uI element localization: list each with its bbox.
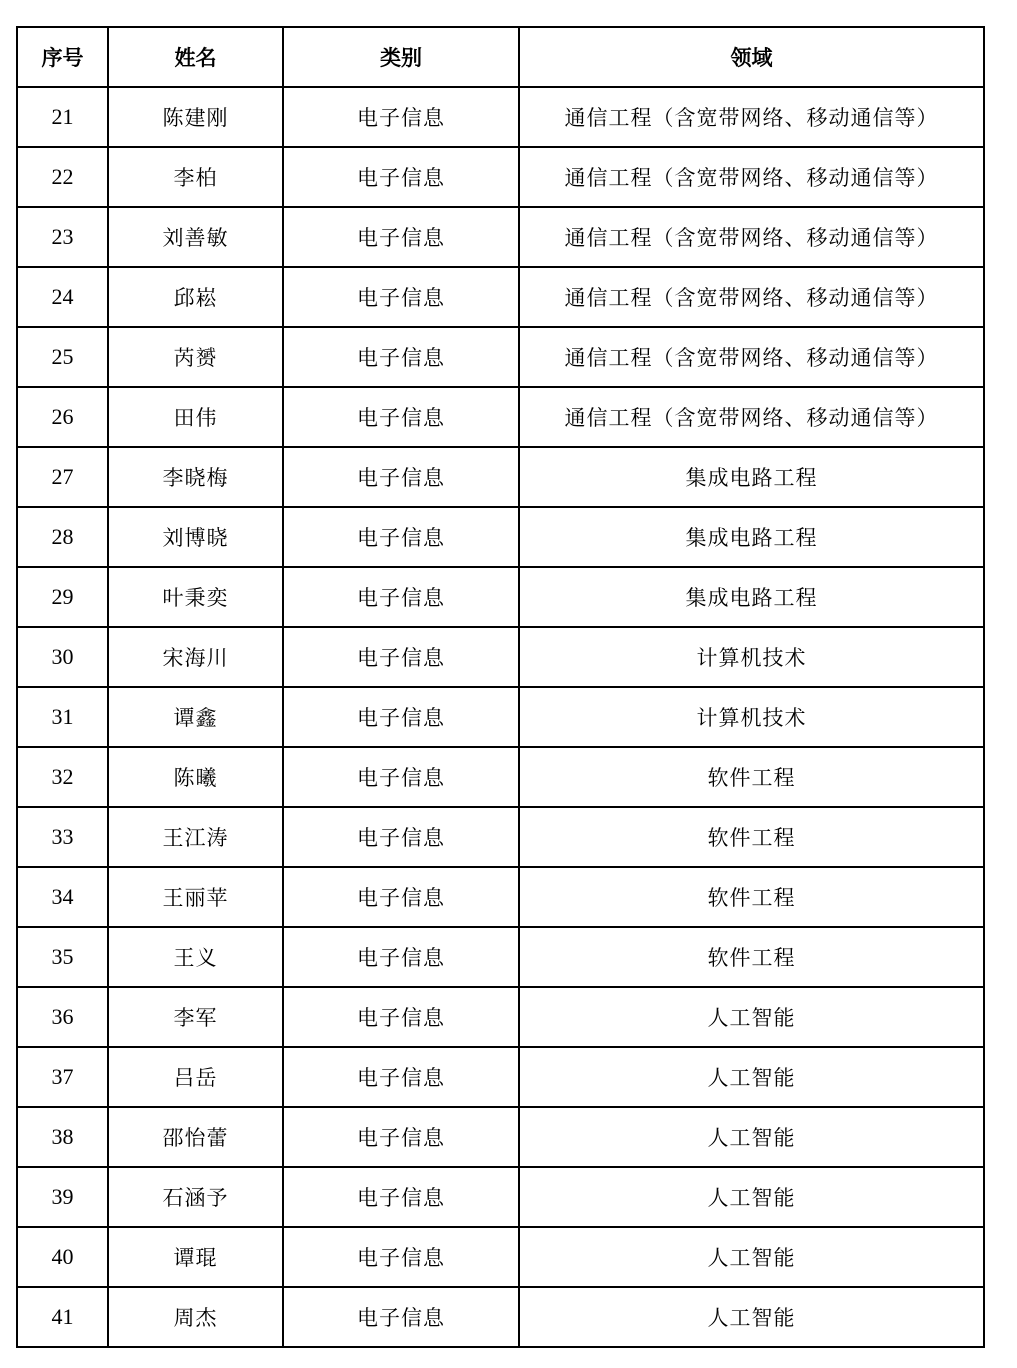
cell-category: 电子信息 [283,1167,519,1227]
table-row [17,927,984,987]
cell-name: 田伟 [108,387,283,447]
cell-field: 集成电路工程 [519,447,984,507]
table-row [17,1227,984,1287]
cell-field: 计算机技术 [519,627,984,687]
table-row [17,1107,984,1167]
cell-field: 集成电路工程 [519,567,984,627]
cell-category: 电子信息 [283,1047,519,1107]
header-field: 领域 [519,27,984,87]
cell-category: 电子信息 [283,207,519,267]
cell-index: 26 [17,387,108,447]
table-row [17,687,984,747]
cell-name: 周杰 [108,1287,283,1347]
header-index: 序号 [17,27,108,87]
table-row [17,1167,984,1227]
cell-category: 电子信息 [283,87,519,147]
table-row [17,387,984,447]
cell-name: 王江涛 [108,807,283,867]
cell-index: 36 [17,987,108,1047]
table-row [17,267,984,327]
cell-name: 叶秉奕 [108,567,283,627]
cell-name: 谭鑫 [108,687,283,747]
table-row [17,627,984,687]
cell-index: 30 [17,627,108,687]
cell-category: 电子信息 [283,627,519,687]
cell-index: 23 [17,207,108,267]
cell-field: 软件工程 [519,807,984,867]
cell-field: 通信工程（含宽带网络、移动通信等） [519,207,984,267]
cell-category: 电子信息 [283,927,519,987]
cell-index: 31 [17,687,108,747]
table-row [17,1047,984,1107]
cell-index: 39 [17,1167,108,1227]
table-row [17,507,984,567]
cell-index: 28 [17,507,108,567]
cell-name: 谭琨 [108,1227,283,1287]
table-row [17,747,984,807]
cell-index: 24 [17,267,108,327]
cell-field: 人工智能 [519,1047,984,1107]
expert-list-table [16,26,985,1348]
cell-category: 电子信息 [283,1287,519,1347]
cell-name: 芮赟 [108,327,283,387]
table-header-row [17,27,984,87]
cell-category: 电子信息 [283,807,519,867]
cell-index: 40 [17,1227,108,1287]
cell-field: 软件工程 [519,927,984,987]
cell-field: 通信工程（含宽带网络、移动通信等） [519,387,984,447]
cell-field: 集成电路工程 [519,507,984,567]
cell-name: 吕岳 [108,1047,283,1107]
cell-field: 通信工程（含宽带网络、移动通信等） [519,327,984,387]
cell-index: 32 [17,747,108,807]
cell-index: 33 [17,807,108,867]
table-row [17,987,984,1047]
cell-category: 电子信息 [283,567,519,627]
cell-index: 22 [17,147,108,207]
cell-index: 38 [17,1107,108,1167]
cell-category: 电子信息 [283,867,519,927]
cell-category: 电子信息 [283,987,519,1047]
cell-name: 王义 [108,927,283,987]
header-name: 姓名 [108,27,283,87]
table-row [17,807,984,867]
cell-index: 37 [17,1047,108,1107]
cell-field: 通信工程（含宽带网络、移动通信等） [519,267,984,327]
cell-index: 25 [17,327,108,387]
table-row [17,207,984,267]
table-row [17,447,984,507]
header-category: 类别 [283,27,519,87]
cell-index: 21 [17,87,108,147]
cell-category: 电子信息 [283,267,519,327]
cell-field: 计算机技术 [519,687,984,747]
cell-name: 刘善敏 [108,207,283,267]
cell-name: 邵怡蕾 [108,1107,283,1167]
cell-name: 陈建刚 [108,87,283,147]
cell-category: 电子信息 [283,687,519,747]
cell-field: 人工智能 [519,987,984,1047]
cell-field: 软件工程 [519,747,984,807]
cell-category: 电子信息 [283,387,519,447]
table-row [17,147,984,207]
cell-field: 通信工程（含宽带网络、移动通信等） [519,87,984,147]
cell-name: 李军 [108,987,283,1047]
cell-field: 人工智能 [519,1107,984,1167]
table-row [17,567,984,627]
table-row [17,1287,984,1347]
cell-field: 人工智能 [519,1287,984,1347]
cell-category: 电子信息 [283,747,519,807]
cell-index: 34 [17,867,108,927]
cell-category: 电子信息 [283,1107,519,1167]
cell-name: 石涵予 [108,1167,283,1227]
cell-category: 电子信息 [283,1227,519,1287]
cell-category: 电子信息 [283,327,519,387]
cell-field: 通信工程（含宽带网络、移动通信等） [519,147,984,207]
cell-name: 宋海川 [108,627,283,687]
cell-name: 刘博晓 [108,507,283,567]
table-row [17,327,984,387]
cell-name: 陈曦 [108,747,283,807]
cell-name: 李柏 [108,147,283,207]
table-body [17,87,984,1347]
cell-index: 35 [17,927,108,987]
cell-field: 人工智能 [519,1227,984,1287]
cell-name: 邱崧 [108,267,283,327]
cell-index: 41 [17,1287,108,1347]
cell-category: 电子信息 [283,147,519,207]
cell-field: 人工智能 [519,1167,984,1227]
cell-name: 王丽苹 [108,867,283,927]
cell-field: 软件工程 [519,867,984,927]
table-row [17,867,984,927]
cell-index: 29 [17,567,108,627]
cell-category: 电子信息 [283,507,519,567]
cell-index: 27 [17,447,108,507]
cell-name: 李晓梅 [108,447,283,507]
cell-category: 电子信息 [283,447,519,507]
table-row [17,87,984,147]
